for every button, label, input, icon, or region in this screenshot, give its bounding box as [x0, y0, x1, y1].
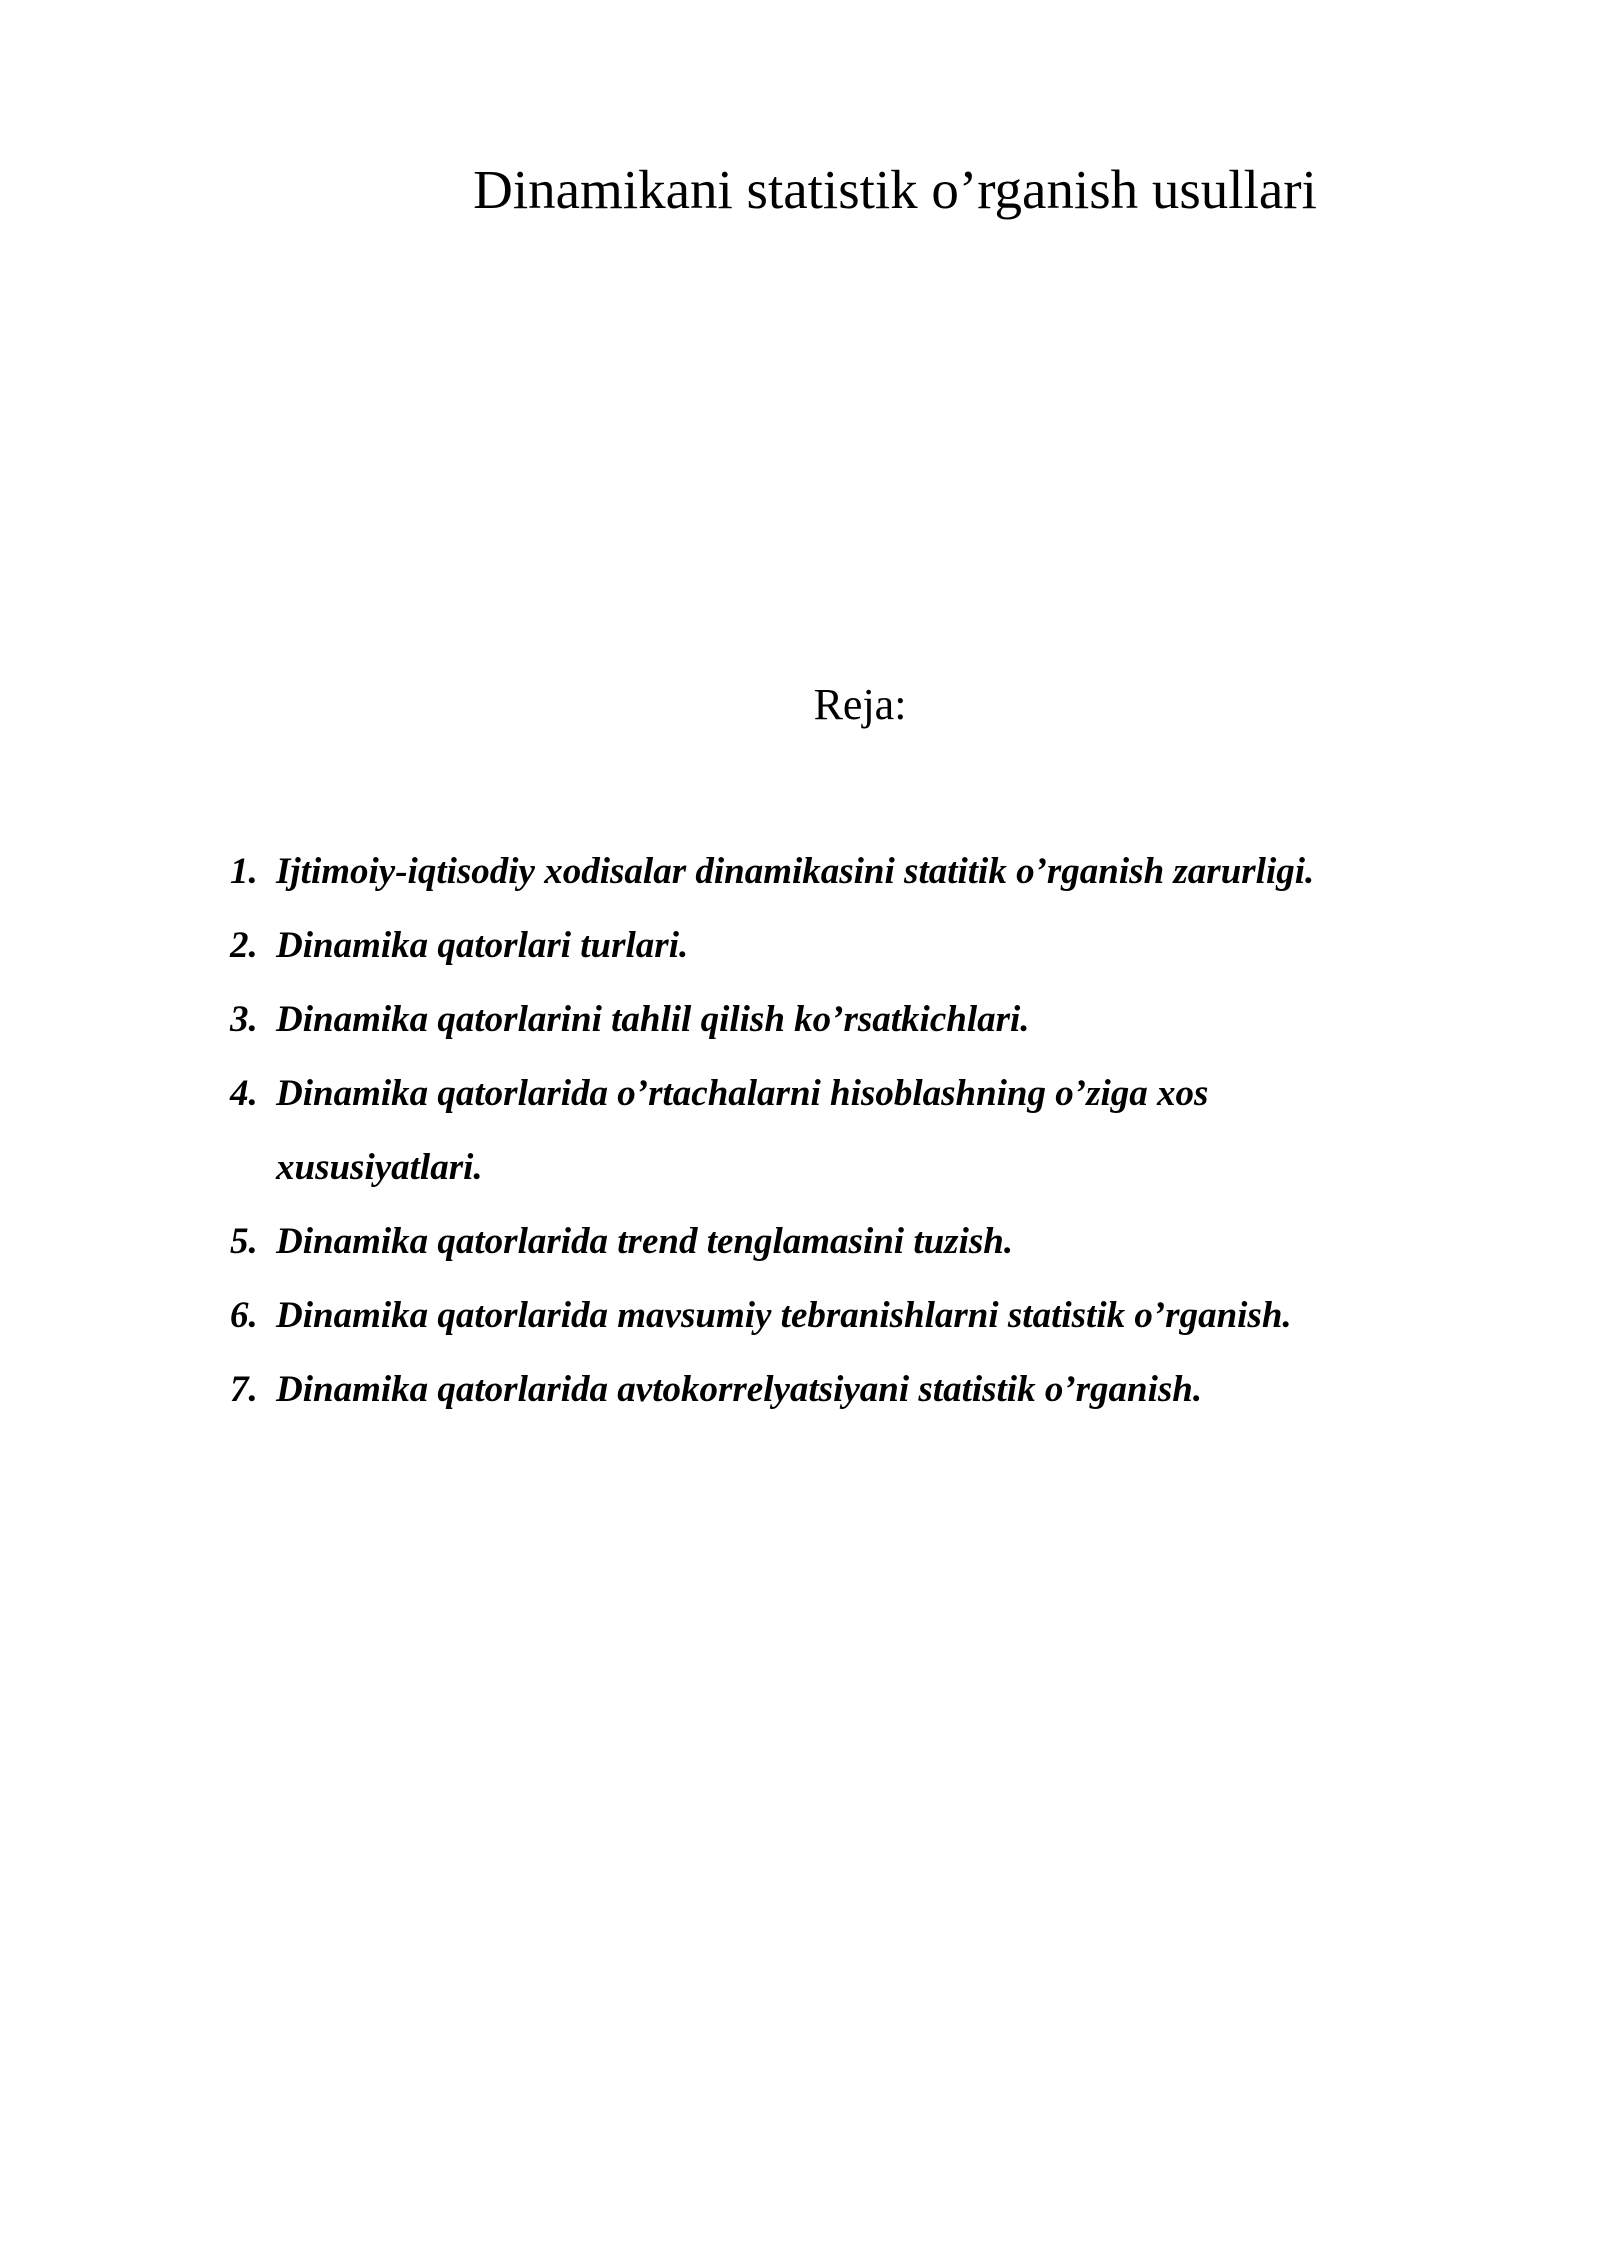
plan-item-number: 1.	[230, 851, 258, 892]
plan-item-text: Ijtimoiy-iqtisodiy xodisalar dinamikasini statitik o’rganish zarurligi.	[276, 851, 1315, 892]
plan-item-number: 3.	[230, 999, 258, 1040]
plan-item-number: 7.	[230, 1369, 258, 1410]
plan-item-text: Dinamika qatorlarida trend tenglamasini tuzish.	[276, 1221, 1014, 1262]
plan-item-number: 5.	[230, 1221, 258, 1262]
plan-item-2	[230, 909, 1560, 983]
plan-item-number: 2.	[230, 925, 258, 966]
plan-item-text: Dinamika qatorlarida o’rtachalarni hisoblashning o’ziga xos xususiyatlari.	[276, 1073, 1209, 1188]
plan-item-4	[230, 1057, 1560, 1205]
plan-heading: Reja:	[813, 680, 907, 729]
plan-item-number: 6.	[230, 1295, 258, 1336]
plan-item-text: Dinamika qatorlarida mavsumiy tebranishlarni statistik o’rganish.	[276, 1295, 1292, 1336]
plan-item-text: Dinamika qatorlari turlari.	[276, 925, 689, 966]
plan-item-text: Dinamika qatorlarida avtokorrelyatsiyani statistik o’rganish.	[276, 1369, 1203, 1410]
plan-item-1	[230, 835, 1560, 909]
plan-item-3	[230, 983, 1560, 1057]
plan-item-5	[230, 1205, 1560, 1279]
document-title: Dinamikani statistik o’rganish usullari	[473, 159, 1317, 220]
plan-list	[230, 835, 1560, 1427]
plan-item-6	[230, 1279, 1560, 1353]
plan-item-number: 4.	[230, 1073, 258, 1114]
plan-item-text: Dinamika qatorlarini tahlil qilish ko’rsatkichlari.	[276, 999, 1030, 1040]
plan-item-7	[230, 1353, 1560, 1427]
